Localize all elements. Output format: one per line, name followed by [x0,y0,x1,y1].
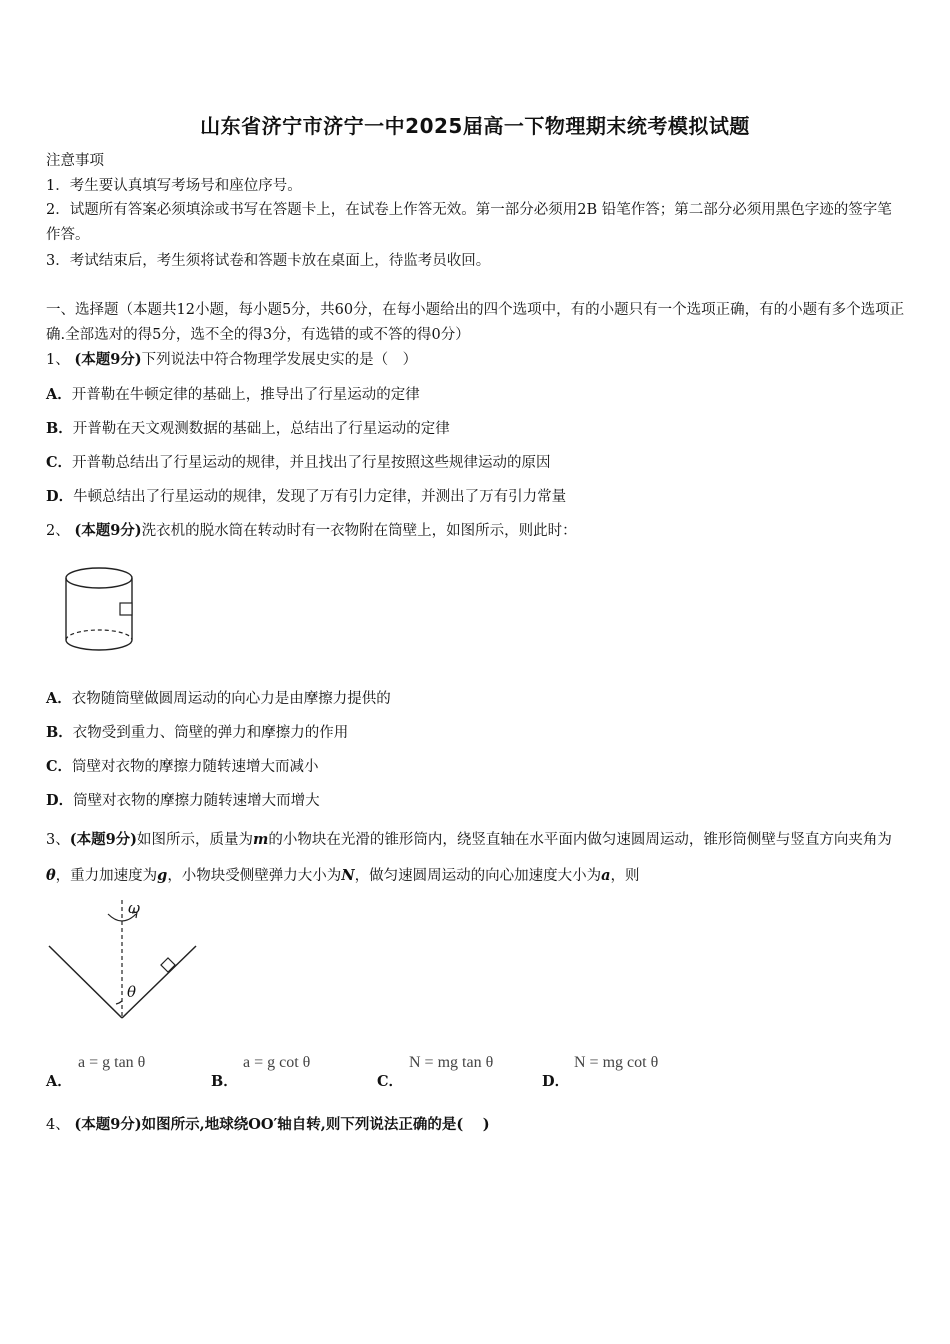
question-score: (本题9分) [74,351,142,368]
question-number: 2、 [46,523,70,539]
option-label: C． [377,1073,404,1090]
q2-option-b[interactable] [46,723,348,743]
question-1-stem [46,350,417,370]
option-label: A． [46,386,72,403]
omega-label: ω [128,899,141,917]
notice-item-2: 2．试题所有答案必须填涂或书写在答题卡上，在试卷上作答无效。第一部分必须用2B 铅笔作答；第二部分必须用黑色字迹的签字笔作答。 [46,202,892,243]
stem-text: 如图所示，质量为 [137,832,254,848]
question-text: 如图所示,地球绕OO′轴自转,则下列说法正确的是( ) [141,1116,490,1133]
question-text: 下列说法中符合物理学发展史实的是（ ） [141,352,418,368]
option-text: 筒壁对衣物的摩擦力随转速增大而减小 [72,759,319,775]
q1-option-d[interactable] [46,487,566,507]
var-m: m [253,831,269,848]
page-title: 山东省济宁市济宁一中2025届高一下物理期末统考模拟试题 [200,114,750,138]
option-text: 开普勒总结出了行星运动的规律，并且找出了行星按照这些规律运动的原因 [72,455,551,471]
q2-option-d[interactable] [46,791,320,811]
question-4-stem [46,1115,490,1135]
option-label: A． [46,1073,72,1090]
section-instructions: 一、选择题（本题共12小题，每小题5分，共60分，在每小题给出的四个选项中，有的小题只有一个选项正确，有的小题有多个选项正确.全部选对的得5分，选不全的得3分，有选错的或不答的得0分） [46,302,905,343]
question-number: 4、 [46,1117,70,1133]
q3-option-d[interactable] [542,1054,702,1090]
notice-heading: 注意事项 [46,153,104,169]
option-text: 衣物随筒壁做圆周运动的向心力是由摩擦力提供的 [71,691,391,707]
option-formula: a = g tan θ [78,1054,146,1071]
q1-option-a[interactable] [46,385,420,405]
option-formula: a = g cot θ [243,1054,311,1071]
option-label: D． [46,488,74,505]
question-2-stem [46,521,577,541]
var-a: a [601,867,611,884]
stem-text: ，则 [610,868,640,884]
notice-item-1: 1．考生要认真填写考场号和座位序号。 [46,178,302,194]
stem-text: ，小物块受侧壁弹力大小为 [167,868,342,884]
q2-option-a[interactable] [46,689,391,709]
theta-label: θ [127,983,137,1001]
option-label: D． [46,792,74,809]
option-label: D． [542,1073,570,1090]
question-text: 洗衣机的脱水筒在转动时有一衣物附在筒壁上，如图所示，则此时： [141,523,577,539]
var-theta: θ [46,867,56,884]
question-score: (本题9分) [74,1116,142,1133]
option-label: C． [46,454,73,471]
q1-option-b[interactable] [46,419,450,439]
stem-text: 的小物块在光滑的锥形筒内，绕竖直轴在水平面内做匀速圆周运动，锥形筒侧壁与竖直方向夹角为 [268,832,892,848]
option-label: B． [211,1073,238,1090]
q3-option-a[interactable] [46,1054,196,1090]
q1-option-c[interactable] [46,453,551,473]
q3-option-b[interactable] [211,1054,361,1090]
q3-option-c[interactable] [377,1054,527,1090]
cylinder-figure [58,562,142,662]
q2-option-c[interactable] [46,757,319,777]
option-label: C． [46,758,73,775]
option-text: 衣物受到重力、筒壁的弹力和摩擦力的作用 [72,725,349,741]
cone-figure [44,894,204,1024]
option-text: 开普勒在天文观测数据的基础上，总结出了行星运动的定律 [72,421,450,437]
option-formula: N = mg tan θ [409,1054,494,1071]
option-text: 筒壁对衣物的摩擦力随转速增大而增大 [73,793,320,809]
question-number: 3、 [46,832,70,848]
question-score: (本题9分) [69,831,138,848]
var-n: N [341,867,355,884]
stem-text: ，做匀速圆周运动的向心加速度大小为 [354,868,602,884]
option-formula: N = mg cot θ [574,1054,659,1071]
notice-item-3: 3．考试结束后，考生须将试卷和答题卡放在桌面上，待监考员收回。 [46,253,491,269]
option-text: 开普勒在牛顿定律的基础上，推导出了行星运动的定律 [71,387,420,403]
option-label: B． [46,724,73,741]
option-label: B． [46,420,73,437]
question-score: (本题9分) [74,522,142,539]
question-number: 1、 [46,352,70,368]
var-g: g [157,867,168,884]
option-text: 牛顿总结出了行星运动的规律，发现了万有引力定律，并测出了万有引力常量 [73,489,567,505]
option-label: A． [46,690,72,707]
question-3-stem [46,822,906,894]
stem-text: ，重力加速度为 [55,868,158,884]
